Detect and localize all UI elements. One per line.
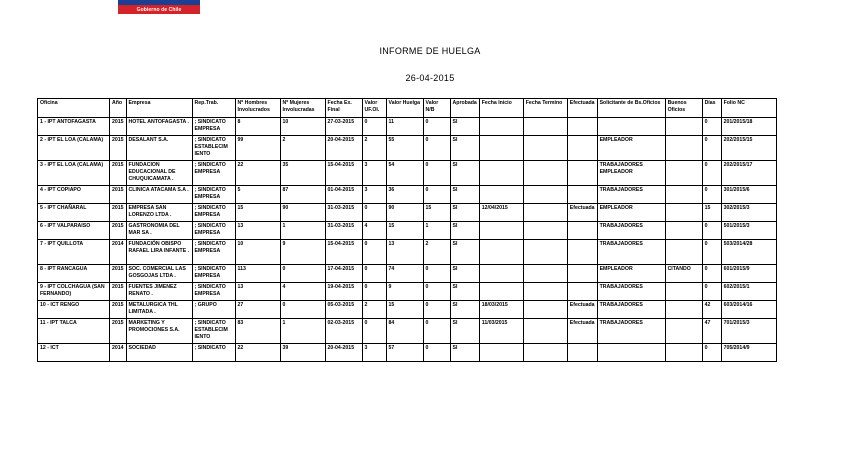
table-cell: 1 - IPT ANTOFAGASTA (38, 118, 110, 136)
table-cell: 9 (280, 240, 325, 265)
table-cell: 35 (280, 161, 325, 186)
table-cell: ; SINDICATO EMPRESA (192, 240, 235, 265)
strike-report-table (37, 98, 777, 362)
table-cell (523, 283, 567, 301)
table-cell: SI (450, 222, 479, 240)
report-date: 26-04-2015 (405, 73, 455, 83)
table-cell (479, 136, 523, 161)
table-cell: 202/2015/17 (721, 161, 776, 186)
table-cell (523, 344, 567, 362)
column-header: Nº Hombres Involucrados (235, 99, 280, 118)
table-cell: 0 (702, 283, 721, 301)
table-cell: SI (450, 186, 479, 204)
table-cell: TRABAJADORES (597, 301, 665, 319)
table-cell: Efectuada (567, 204, 597, 222)
table-cell: 15 (235, 204, 280, 222)
table-row (38, 265, 777, 283)
table-row (38, 301, 777, 319)
table-cell: 27 (235, 301, 280, 319)
table-cell: ; SINDICATO (192, 344, 235, 362)
table-cell: 601/2015/9 (721, 265, 776, 283)
table-cell: Efectuada (567, 301, 597, 319)
table-cell: 0 (362, 240, 386, 265)
table-cell: 602/2015/1 (721, 283, 776, 301)
table-cell: GASTRONOMIA DEL MAR SA . (126, 222, 192, 240)
table-cell: 8 - IPT RANCAGUA (38, 265, 110, 283)
table-row (38, 186, 777, 204)
table-cell: 0 (423, 118, 450, 136)
logo-text: Gobierno de Chile (118, 5, 200, 14)
table-cell (523, 204, 567, 222)
table-cell: 0 (423, 186, 450, 204)
table-cell: 87 (280, 186, 325, 204)
report-title: INFORME DE HUELGA (379, 46, 481, 56)
table-row (38, 204, 777, 222)
table-cell: 2 (280, 136, 325, 161)
table-cell: 13 (235, 222, 280, 240)
table-cell: ; SINDICATO ESTABLECIM IENTO (192, 136, 235, 161)
table-cell: EMPLEADOR (597, 204, 665, 222)
table-cell: 0 (423, 283, 450, 301)
column-header: Nº Mujeres Involucradas (280, 99, 325, 118)
table-cell (479, 283, 523, 301)
table-cell: 15 (386, 222, 423, 240)
table-cell: 0 (423, 161, 450, 186)
table-cell (665, 136, 702, 161)
table-cell (523, 240, 567, 265)
table-cell (479, 118, 523, 136)
table-cell: 113 (235, 265, 280, 283)
table-cell: 12/04/2015 (479, 204, 523, 222)
table-cell: 7 - IPT QUILLOTA (38, 240, 110, 265)
table-cell: 3 (362, 161, 386, 186)
table-cell: 99 (235, 136, 280, 161)
table-cell: 47 (702, 319, 721, 344)
table-cell: FUNDACIÓN OBISPO RAFAEL LIRA INFANTE . (126, 240, 192, 265)
table-cell: 55 (386, 136, 423, 161)
table-cell: 31-03-2015 (325, 204, 362, 222)
column-header: Días (702, 99, 721, 118)
table-cell (567, 118, 597, 136)
table-cell: ; SINDICATO EMPRESA (192, 283, 235, 301)
table-cell: 9 (386, 283, 423, 301)
table-cell: SI (450, 161, 479, 186)
table-cell: 0 (423, 136, 450, 161)
table-cell: 0 (702, 240, 721, 265)
column-header: Valor Huelga (386, 99, 423, 118)
table-cell: 0 (362, 118, 386, 136)
table-cell: 11 (386, 118, 423, 136)
table-cell: FUNDACION EDUCACIONAL DE CHUQUICAMATA . (126, 161, 192, 186)
table-cell: 603/2014/16 (721, 301, 776, 319)
table-cell: 9 - IPT COLCHAGUA (SAN FERNANDO) (38, 283, 110, 301)
table-cell (665, 204, 702, 222)
column-header: Folio NC (721, 99, 776, 118)
table-cell (665, 161, 702, 186)
table-cell: ; SINDICATO EMPRESA (192, 118, 235, 136)
table-cell: 10 (235, 240, 280, 265)
table-cell: 701/2015/3 (721, 319, 776, 344)
table-cell: 11/03/2015 (479, 319, 523, 344)
table-cell: TRABAJADORES (597, 319, 665, 344)
table-cell (567, 265, 597, 283)
table-cell: 2015 (110, 118, 127, 136)
table-cell: 13 (235, 283, 280, 301)
table-cell: 36 (386, 186, 423, 204)
table-cell: 0 (362, 204, 386, 222)
table-cell: 5 - IPT CHAÑARAL (38, 204, 110, 222)
table-cell: 6 - IPT VALPARAISO (38, 222, 110, 240)
table-cell: SI (450, 319, 479, 344)
table-cell: 10 (280, 118, 325, 136)
table-cell: 2 (423, 240, 450, 265)
table-cell: TRABAJADORES (597, 222, 665, 240)
table-cell: 2 (362, 301, 386, 319)
table-cell: 15-04-2015 (325, 161, 362, 186)
table-cell: 2 - IPT EL LOA (CALAMA) (38, 136, 110, 161)
table-cell: 54 (386, 161, 423, 186)
table-cell: SI (450, 283, 479, 301)
table-cell (523, 118, 567, 136)
table-cell: 1 (280, 222, 325, 240)
table-cell: 301/2015/6 (721, 186, 776, 204)
table-cell: 503/2014/28 (721, 240, 776, 265)
table-cell: 3 (362, 186, 386, 204)
column-header: Fecha Inicio (479, 99, 523, 118)
table-cell: TRABAJADORES (597, 186, 665, 204)
table-cell: 0 (702, 161, 721, 186)
table-cell: 15-04-2015 (325, 240, 362, 265)
table-row (38, 222, 777, 240)
table-cell: 90 (280, 204, 325, 222)
table-cell: 0 (423, 319, 450, 344)
table-cell: 2014 (110, 240, 127, 265)
table-cell (665, 283, 702, 301)
table-cell: 0 (362, 265, 386, 283)
table-cell: TRABAJADORES (597, 283, 665, 301)
table-cell: SI (450, 301, 479, 319)
table-cell: 27-03-2015 (325, 118, 362, 136)
column-header: Solicitante de Bs.Oficios (597, 99, 665, 118)
table-cell: 2015 (110, 204, 127, 222)
table-cell: 705/2014/9 (721, 344, 776, 362)
table-cell: 2015 (110, 161, 127, 186)
table-cell: 1 (280, 319, 325, 344)
table-cell: 11 - IPT TALCA (38, 319, 110, 344)
table-cell: 15 (386, 301, 423, 319)
table-cell (523, 136, 567, 161)
table-row (38, 319, 777, 344)
table-cell: ; SINDICATO EMPRESA (192, 161, 235, 186)
table-cell: SI (450, 118, 479, 136)
table-cell: MARKETING Y PROMOCIONES S.A. (126, 319, 192, 344)
table-cell (523, 161, 567, 186)
table-cell: EMPRESA SAN LORENZO LTDA . (126, 204, 192, 222)
table-cell: DESALANT S.A. (126, 136, 192, 161)
table-cell (523, 186, 567, 204)
table-row (38, 118, 777, 136)
table-cell: ; GRUPO (192, 301, 235, 319)
table-cell: ; SINDICATO EMPRESA (192, 204, 235, 222)
table-cell: 3 - IPT EL LOA (CALAMA) (38, 161, 110, 186)
table-cell: 05-03-2015 (325, 301, 362, 319)
table-cell: 2015 (110, 136, 127, 161)
column-header: Valor UF.OI. (362, 99, 386, 118)
table-cell: HOTEL ANTOFAGASTA . (126, 118, 192, 136)
table-cell (665, 222, 702, 240)
table-cell: 90 (386, 204, 423, 222)
table-cell: EMPLEADOR (597, 265, 665, 283)
table-cell: Efectuada (567, 319, 597, 344)
table-cell: 18/03/2015 (479, 301, 523, 319)
table-row (38, 240, 777, 265)
table-cell (665, 186, 702, 204)
table-cell: SI (450, 265, 479, 283)
table-cell: METALURGICA THL LIMITADA . (126, 301, 192, 319)
table-cell (523, 222, 567, 240)
table-cell: 3 (362, 344, 386, 362)
table-cell: 12 - ICT (38, 344, 110, 362)
table-cell: EMPLEADOR (597, 136, 665, 161)
table-cell: 83 (235, 319, 280, 344)
table-cell (597, 118, 665, 136)
table-cell: SOCIEDAD (126, 344, 192, 362)
table-cell: 84 (386, 319, 423, 344)
table-cell: 4 - IPT COPIAPO (38, 186, 110, 204)
table-cell: 8 (235, 118, 280, 136)
table-cell: SOC. COMERCIAL LAS GOSGOJAS LTDA . (126, 265, 192, 283)
table-cell (479, 186, 523, 204)
table-cell: 39 (280, 344, 325, 362)
table-cell: 22 (235, 344, 280, 362)
column-header: Aprobada (450, 99, 479, 118)
table-cell: 57 (386, 344, 423, 362)
table-cell: 0 (280, 265, 325, 283)
column-header: Buenos Oficios (665, 99, 702, 118)
table-cell: ; SINDICATO EMPRESA (192, 265, 235, 283)
table-cell: 5 (235, 186, 280, 204)
table-cell: ; SINDICATO EMPRESA (192, 222, 235, 240)
table-cell (523, 265, 567, 283)
table-cell: 20-04-2015 (325, 136, 362, 161)
table-cell: 501/2015/3 (721, 222, 776, 240)
table-cell: 20-04-2015 (325, 344, 362, 362)
column-header: Fecha Ex. Final (325, 99, 362, 118)
table-cell: 0 (702, 186, 721, 204)
table-cell: CLINICA ATACAMA S.A . (126, 186, 192, 204)
table-cell (567, 222, 597, 240)
table-cell: 15 (423, 204, 450, 222)
table-cell (665, 301, 702, 319)
table-cell (479, 240, 523, 265)
table-cell: 17-04-2015 (325, 265, 362, 283)
table-cell: 22 (235, 161, 280, 186)
table-cell: 1 (423, 222, 450, 240)
column-header: Efectuada (567, 99, 597, 118)
table-cell (567, 240, 597, 265)
table-cell (479, 265, 523, 283)
column-header: Año (110, 99, 127, 118)
table-cell: 74 (386, 265, 423, 283)
table-cell: SI (450, 204, 479, 222)
table-cell: TRABAJADORES EMPLEADOR (597, 161, 665, 186)
table-row (38, 283, 777, 301)
table-cell: SI (450, 136, 479, 161)
table-cell: 0 (702, 118, 721, 136)
table-cell: 202/2015/15 (721, 136, 776, 161)
table-cell (665, 118, 702, 136)
table-cell: 0 (423, 265, 450, 283)
table-cell: ; SINDICATO ESTABLECIM IENTO (192, 319, 235, 344)
table-cell: 302/2015/3 (721, 204, 776, 222)
government-logo (118, 0, 200, 14)
table-cell: 0 (423, 301, 450, 319)
column-header: Empresa (126, 99, 192, 118)
table-cell (567, 161, 597, 186)
table-cell: TRABAJADORES (597, 240, 665, 265)
table-row (38, 136, 777, 161)
table-cell: FUENTES JIMENEZ RENATO . (126, 283, 192, 301)
column-header: Oficina (38, 99, 110, 118)
table-cell (479, 161, 523, 186)
table-cell: 19-04-2015 (325, 283, 362, 301)
table-row (38, 161, 777, 186)
table-cell: 01-04-2015 (325, 186, 362, 204)
table-cell: 0 (280, 301, 325, 319)
table-header-row (38, 99, 777, 118)
table-cell (567, 344, 597, 362)
table-cell: 2014 (110, 344, 127, 362)
table-cell (523, 301, 567, 319)
column-header: Rep.Trab. (192, 99, 235, 118)
column-header: Valor N/B (423, 99, 450, 118)
table-cell: 42 (702, 301, 721, 319)
table-cell: 201/2015/18 (721, 118, 776, 136)
table-cell: 0 (702, 222, 721, 240)
table-cell: 10 - ICT RENGO (38, 301, 110, 319)
table-cell: 2015 (110, 222, 127, 240)
table-cell (479, 344, 523, 362)
table-cell: 0 (702, 265, 721, 283)
table-cell: CITANDO (665, 265, 702, 283)
table-cell: 31-03-2015 (325, 222, 362, 240)
table-cell: 2015 (110, 319, 127, 344)
table-cell: 2015 (110, 265, 127, 283)
table-cell: SI (450, 240, 479, 265)
table-cell (567, 136, 597, 161)
table-cell: 13 (386, 240, 423, 265)
table-cell: 0 (423, 344, 450, 362)
table-cell: 2015 (110, 283, 127, 301)
table-cell (597, 344, 665, 362)
table-cell: 15 (702, 204, 721, 222)
table-cell: ; SINDICATO EMPRESA (192, 186, 235, 204)
table-cell (523, 319, 567, 344)
table-cell (665, 319, 702, 344)
table-cell (567, 186, 597, 204)
table-cell: 2015 (110, 186, 127, 204)
table-cell (567, 283, 597, 301)
table-cell: 0 (362, 283, 386, 301)
table-cell: 0 (702, 136, 721, 161)
table-cell: 0 (702, 344, 721, 362)
table-cell: 02-03-2015 (325, 319, 362, 344)
table-body (38, 118, 777, 362)
table-cell: 2 (362, 136, 386, 161)
table-cell: 4 (362, 222, 386, 240)
table-cell (479, 222, 523, 240)
table-row (38, 344, 777, 362)
table-cell (665, 240, 702, 265)
table-cell: 0 (362, 319, 386, 344)
table-cell: 2015 (110, 301, 127, 319)
column-header: Fecha Termino (523, 99, 567, 118)
table-cell (665, 344, 702, 362)
table-cell: SI (450, 344, 479, 362)
table-cell: 4 (280, 283, 325, 301)
